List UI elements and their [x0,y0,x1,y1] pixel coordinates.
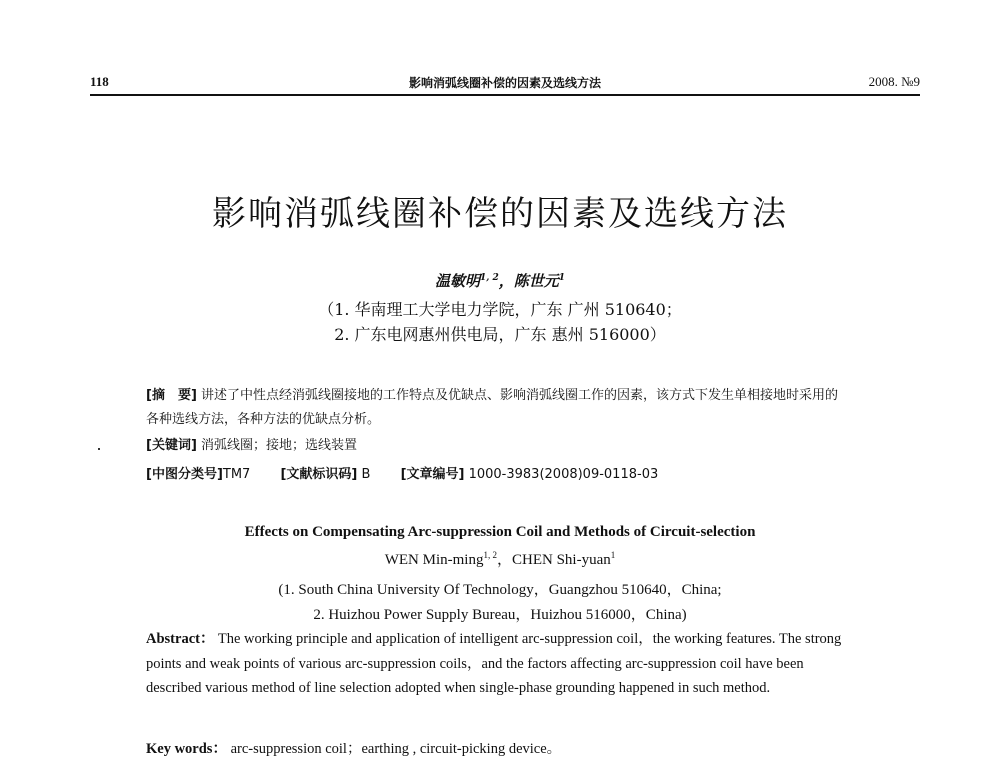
abstract-cn-text: 讲述了中性点经消弧线圈接地的工作特点及优缺点、影响消弧线圈工作的因素，该方式下发生单相接地时采用的各种选线方法，各种方法的优缺点分析。 [146,388,839,427]
author-separator-cn: ， [498,272,514,290]
keywords-cn-text: 消弧线圈；接地；选线装置 [201,438,358,453]
scan-speck [98,448,100,450]
author-1-en: WEN Min-ming [384,552,484,568]
issue-number: 2008. №9 [868,74,920,89]
running-header [90,72,920,96]
abstract-cn [146,384,846,432]
keywords-en-label: Key words： [146,741,227,757]
abstract-cn-label: [摘 要] [146,388,197,403]
author-1-en-affil: 1, 2 [483,550,497,560]
author-2-en-affil: 1 [610,550,616,560]
english-title: Effects on Compensating Arc-suppression Coil and Methods of Circuit-selection [244,524,756,540]
article-number: [文章编号] 1000-3983(2008)09-0118-03 [400,467,659,482]
running-title: 影响消弧线圈补偿的因素及选线方法 [408,76,601,90]
author-separator-en: ， [496,552,512,568]
document-code: [文献标识码] B [280,467,371,482]
chinese-authors [0,270,1000,291]
english-authors [0,548,1000,569]
keywords-cn [146,434,846,453]
author-2-en: CHEN Shi-yuan [512,552,611,568]
author-2-cn-affil: 1 [558,273,566,283]
abstract-en [146,627,856,701]
affiliation-en-1: (1. South China University Of Technology，Guangzhou 510640，China; [278,582,722,598]
affiliation-cn-1: （1. 华南理工大学电力学院，广东 广州 510640； [318,300,682,319]
abstract-en-text: The working principle and application of intelligent arc-suppression coil，the working features. The strong points and weak points of various arc-suppression coils，and the factors affecting arc-suppression coil have been described various method of line selection adopted when single-phase grounding happened in such method. [146,631,842,696]
clc-number: [中图分类号]TM7 [146,467,251,482]
affiliation-en-2: 2. Huizhou Power Supply Bureau，Huizhou 516000，China) [313,607,687,623]
keywords-cn-label: [关键词] [146,438,197,453]
keywords-en [146,737,856,758]
author-2-cn: 陈世元 [513,272,559,290]
abstract-en-label: Abstract： [146,631,215,647]
chinese-title: 影响消弧线圈补偿的因素及选线方法 [212,194,788,234]
page-number: 118 [90,74,109,89]
keywords-en-text: arc-suppression coil；earthing , circuit-picking device。 [230,741,562,757]
classification-line [146,463,846,482]
author-1-cn: 温敏明 [434,272,480,290]
affiliation-cn-2: 2. 广东电网惠州供电局，广东 惠州 516000） [334,325,666,344]
author-1-cn-affil: 1, 2 [479,273,499,283]
